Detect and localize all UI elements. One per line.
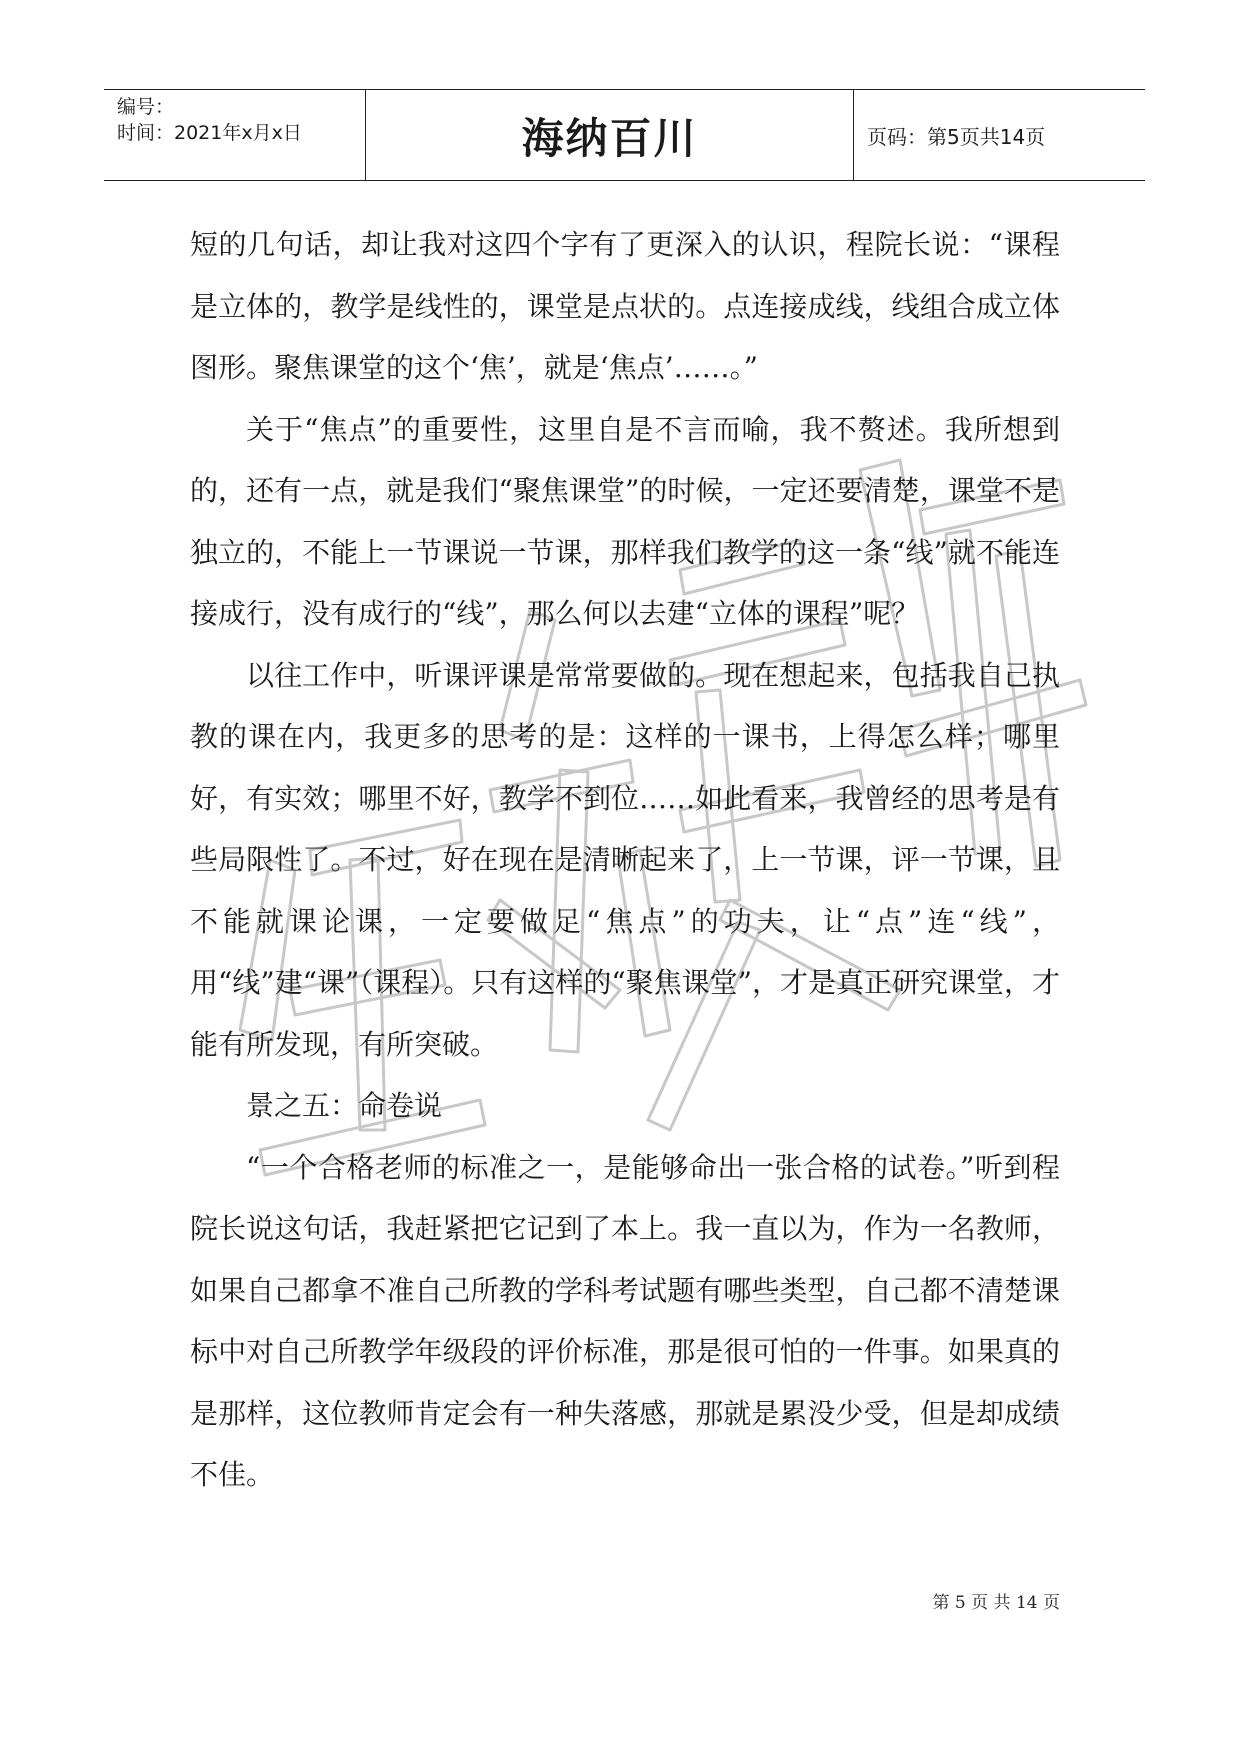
header-code-label: 编号：: [117, 96, 175, 118]
page-footer: [800, 1588, 1060, 1613]
header-title: 海纳百川: [521, 114, 698, 163]
header-page-cell: [854, 90, 1145, 180]
section-heading: 景之五：命卷说: [246, 1089, 443, 1122]
header-title-cell: [366, 90, 854, 180]
paragraph: 关于“焦点”的重要性，这里自是不言而喻，我不赘述。我所想到的，还有一点，就是我们“聚焦课堂”的时候，一定还要清楚，课堂不是独立的，不能上一节课说一节课，那样我们教学的这一条“线”就不能连接成行，没有成行的“线”，那么何以去建“立体的课程”呢？: [190, 412, 1060, 630]
footer-page-number: 第 5 页 共 14 页: [932, 1593, 1060, 1613]
header-time-label: 时间：2021年x月x日: [117, 122, 302, 144]
document-header: [104, 89, 1145, 181]
document-body: [190, 214, 1060, 1506]
header-page-label: 页码：第5页共14页: [867, 124, 1046, 149]
header-meta-cell: [104, 90, 366, 180]
paragraph-continued: 短的几句话，却让我对这四个字有了更深入的认识，程院长说：“课程是立体的，教学是线性的，课堂是点状的。点连接成线，线组合成立体图形。聚焦课堂的这个‘焦’，就是‘焦点’……。”: [190, 228, 1060, 384]
paragraph: “一个合格老师的标准之一，是能够命出一张合格的试卷。”听到程院长说这句话，我赶紧把它记到了本上。我一直以为，作为一名教师，如果自己都拿不准自己所教的学科考试题有哪些类型，自己都不清楚课标中对自己所教学年级段的评价标准，那是很可怕的一件事。如果真的是那样，这位教师肯定会有一种失落感，那就是累没少受，但是却成绩不佳。: [190, 1150, 1060, 1491]
paragraph: 以往工作中，听课评课是常常要做的。现在想起来，包括我自己执教的课在内，我更多的思考的是：这样的一课书，上得怎么样；哪里好，有实效；哪里不好，教学不到位……如此看来，我曾经的思考是有些局限性了。不过，好在现在是清晰起来了，上一节课，评一节课，且不能就课论课，一定要做足“焦点”的功夫，让“点”连“线”，用“线”建“课”（课程）。只有这样的“聚焦课堂”，才是真正研究课堂，才能有所发现，有所突破。: [190, 658, 1060, 1061]
